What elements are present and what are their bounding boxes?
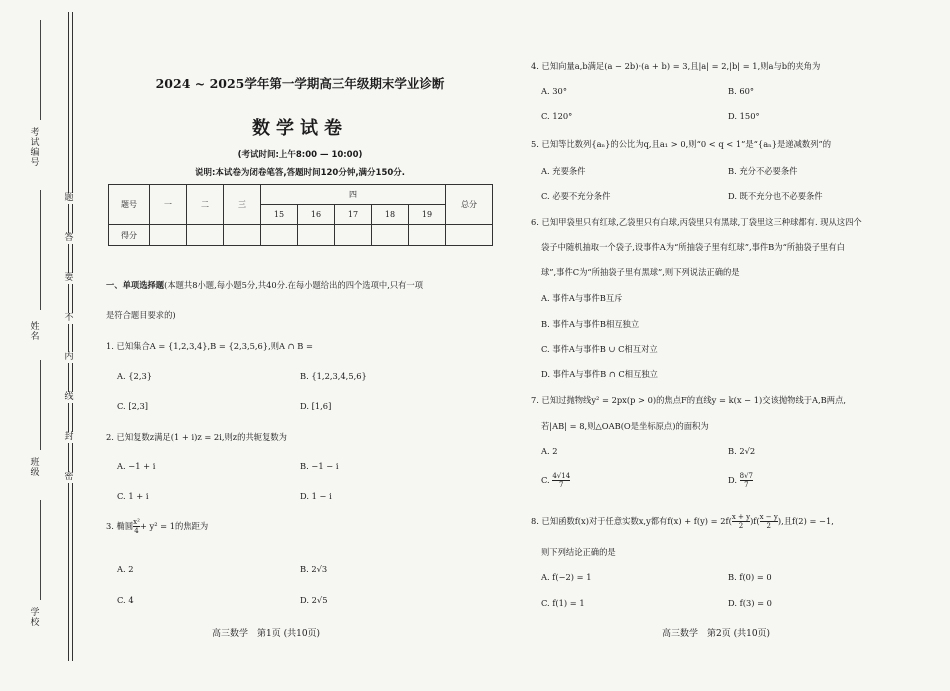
q8-stem-pre: 8. 已知函数f(x)对于任意实数x,y都有f(x) + f(y) = 2f( — [531, 516, 732, 526]
q6-option-b: B. 事件A与事件B相互独立 — [541, 319, 640, 329]
score-row2-label: 得分 — [109, 225, 150, 246]
score-cell[interactable] — [298, 225, 335, 246]
section1-desc: (本题共8小题,每小题5分,共40分.在每小题给出的四个选项中,只有一项 — [164, 280, 424, 290]
q6-stem-line3: 球”,事件C为“所抽袋子里有黑球”,则下列说法正确的是 — [541, 267, 740, 277]
q1-option-d: D. [1,6] — [300, 401, 332, 411]
q3-fraction — [133, 518, 140, 535]
exam-title: 2024 ~ 2025学年第一学期高三年级期末学业诊断 — [155, 76, 445, 91]
binding-word: 题 — [61, 193, 77, 204]
subject-title: 数学试卷 — [252, 118, 348, 139]
q4-option-c: C. 120° — [541, 111, 573, 121]
q5-stem: 5. 已知等比数列{aₙ}的公比为q,且a₁ > 0,则“0 < q < 1”是“{aₙ}是递减数列”的 — [531, 139, 832, 149]
score-total: 总分 — [446, 185, 493, 225]
binding-word: 内 — [61, 352, 77, 363]
score-sub-15: 15 — [261, 205, 298, 225]
q5-option-a: A. 充要条件 — [541, 166, 586, 176]
q8-option-a: A. f(−2) = 1 — [541, 572, 592, 582]
binding-word: 答 — [61, 233, 77, 244]
q6-stem-line1: 6. 已知甲袋里只有红球,乙袋里只有白球,丙袋里只有黑球,丁袋里这三种球都有. 现从这四个 — [531, 217, 862, 227]
class-label: 班 级 — [30, 458, 40, 478]
section1-desc-2: 是符合题目要求的) — [106, 310, 176, 320]
name-label: 姓 名 — [30, 322, 40, 342]
q8-option-c: C. f(1) = 1 — [541, 598, 585, 608]
exam-instruction: 说明:本试卷为闭卷笔答,答题时间120分钟,满分150分. — [194, 168, 406, 178]
q1-option-c: C. [2,3] — [117, 401, 148, 411]
binding-word: 封 — [61, 432, 77, 443]
q8-stem-line1 — [531, 513, 834, 530]
q7-stem-line2: 若|AB| = 8,则△OAB(O是坐标原点)的面积为 — [541, 421, 709, 431]
q4-option-b: B. 60° — [728, 86, 755, 96]
q6-option-d: D. 事件A与事件B ∩ C相互独立 — [541, 369, 658, 379]
q6-option-c: C. 事件A与事件B ∪ C相互对立 — [541, 344, 658, 354]
q8-stem-post: ),且f(2) = −1, — [777, 516, 834, 526]
q2-option-a: A. −1 + i — [117, 461, 156, 471]
q7-d-fraction — [740, 472, 753, 489]
binding-word: 不 — [61, 313, 77, 324]
q8-stem-line2: 则下列结论正确的是 — [541, 547, 616, 557]
q3-stem-post: + y² = 1的焦距为 — [139, 521, 209, 531]
q8-num1: x + y — [731, 513, 751, 521]
school-line — [40, 500, 41, 600]
q7-c-num: 4√14 — [552, 472, 571, 480]
q8-option-b: B. f(0) = 0 — [728, 572, 772, 582]
q7-c-fraction — [552, 472, 570, 489]
name-line — [40, 190, 41, 310]
q7-d-num: 8√7 — [739, 472, 754, 480]
q8-den1: 2 — [732, 521, 750, 530]
exam-time: (考试时间:上午8:00 — 10:00) — [237, 150, 363, 160]
section1-title: 一、单项选择题 — [106, 280, 165, 290]
q4-stem: 4. 已知向量a,b满足(a − 2b)·(a + b) = 3,且|a| = 2,|b| = 1,则a与b的夹角为 — [531, 61, 821, 71]
score-cell[interactable] — [261, 225, 298, 246]
score-col-2: 二 — [187, 185, 224, 225]
score-sub-18: 18 — [372, 205, 409, 225]
q3-option-c: C. 4 — [117, 595, 134, 605]
q2-option-b: B. −1 − i — [300, 461, 339, 471]
class-line — [40, 360, 41, 450]
score-cell[interactable] — [409, 225, 446, 246]
score-cell[interactable] — [372, 225, 409, 246]
q3-frac-num: x² — [133, 518, 140, 526]
footer-page-2: 高三数学 第2页 (共10页) — [662, 629, 771, 639]
q7-d-den: 7 — [740, 480, 753, 489]
q7-c-den: 7 — [552, 480, 570, 489]
score-row1-label: 题号 — [109, 185, 150, 225]
q5-option-c: C. 必要不充分条件 — [541, 191, 611, 201]
q5-option-d: D. 既不充分也不必要条件 — [728, 191, 823, 201]
q7-d-label: D. — [728, 475, 737, 485]
score-col-4: 四 — [261, 185, 446, 205]
q8-fraction-1 — [732, 513, 750, 530]
q3-option-a: A. 2 — [117, 564, 134, 574]
q3-stem-pre: 3. 椭圆 — [106, 521, 134, 531]
binding-word: 要 — [61, 273, 77, 284]
q2-option-c: C. 1 + i — [117, 491, 149, 501]
binding-word: 密 — [61, 472, 77, 483]
q8-num2: x − y — [759, 513, 778, 521]
q2-stem: 2. 已知复数z满足(1 + i)z = 2i,则z的共轭复数为 — [106, 432, 287, 442]
q7-option-c — [541, 472, 570, 489]
q4-option-a: A. 30° — [541, 86, 567, 96]
score-cell[interactable] — [224, 225, 261, 246]
q8-fraction-2 — [760, 513, 778, 530]
score-sub-19: 19 — [409, 205, 446, 225]
binding-line — [68, 12, 73, 661]
score-sub-17: 17 — [335, 205, 372, 225]
binding-word: 线 — [61, 392, 77, 403]
exam-id-line — [40, 20, 41, 120]
score-col-3: 三 — [224, 185, 261, 225]
q1-option-b: B. {1,2,3,4,5,6} — [300, 371, 367, 381]
q3-option-b: B. 2√3 — [300, 564, 328, 574]
score-cell[interactable] — [446, 225, 493, 246]
score-cell[interactable] — [150, 225, 187, 246]
q1-option-a: A. {2,3} — [117, 371, 153, 381]
score-table — [108, 184, 493, 246]
q7-option-d — [728, 472, 753, 489]
q4-option-d: D. 150° — [728, 111, 760, 121]
score-cell[interactable] — [187, 225, 224, 246]
q7-option-a: A. 2 — [541, 446, 558, 456]
q5-option-b: B. 充分不必要条件 — [728, 166, 798, 176]
q1-stem: 1. 已知集合A = {1,2,3,4},B = {2,3,5,6},则A ∩ B = — [106, 341, 313, 351]
score-cell[interactable] — [335, 225, 372, 246]
q8-option-d: D. f(3) = 0 — [728, 598, 772, 608]
q3-frac-den: 4 — [134, 527, 139, 535]
q8-stem-mid: )f( — [750, 516, 760, 526]
school-label: 学 校 — [30, 608, 40, 628]
q6-option-a: A. 事件A与事件B互斥 — [541, 293, 623, 303]
q7-c-label: C. — [541, 475, 550, 485]
q3-stem — [106, 518, 208, 535]
score-sub-16: 16 — [298, 205, 335, 225]
q8-den2: 2 — [760, 521, 778, 530]
exam-id-label: 考试编号 — [30, 128, 40, 168]
q7-stem-line1: 7. 已知过抛物线y² = 2px(p > 0)的焦点F的直线y = k(x − 1)交该抛物线于A,B两点, — [531, 395, 847, 405]
q7-option-b: B. 2√2 — [728, 446, 756, 456]
score-col-1: 一 — [150, 185, 187, 225]
q6-stem-line2: 袋子中随机抽取一个袋子,设事件A为“所抽袋子里有红球”,事件B为“所抽袋子里有白 — [541, 242, 845, 252]
q2-option-d: D. 1 − i — [300, 491, 332, 501]
section1-heading — [106, 279, 423, 291]
q3-option-d: D. 2√5 — [300, 595, 328, 605]
footer-page-1: 高三数学 第1页 (共10页) — [212, 629, 321, 639]
